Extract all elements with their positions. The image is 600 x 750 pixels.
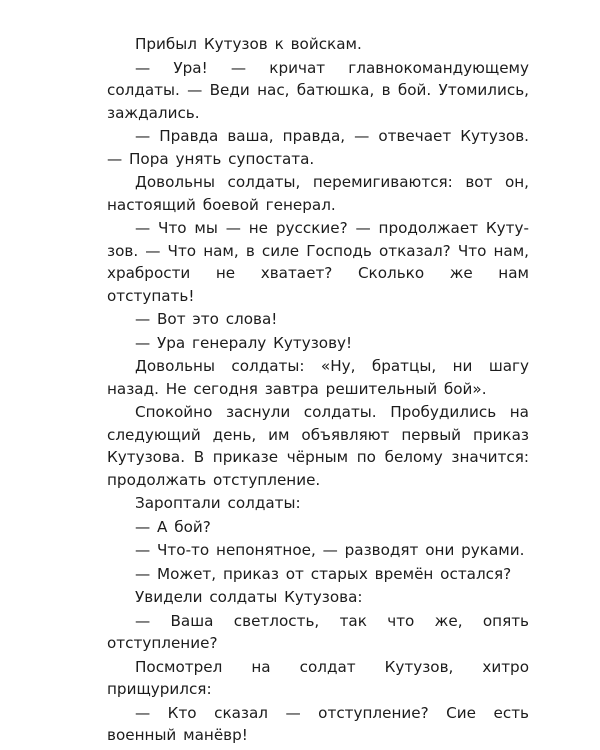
- paragraph-6: — Вот это слова!: [135, 310, 278, 328]
- paragraph-2: — Ура! — кричат главнокомандующему солдаты. — Веди нас, батюшка, в бой. Утомились, заждались.: [107, 58, 529, 122]
- paragraph-4: Довольны солдаты, перемигиваются: вот он, настоящий боевой генерал.: [107, 173, 529, 214]
- paragraph-9: Спокойно заснули солдаты. Пробудились на следующий день, им объявляют первый приказ Кутузова. В приказе чёрным по белому значится: продолжать отступление.: [107, 403, 529, 489]
- paragraph-16: Посмотрел на солдат Кутузов, хитро прищурился:: [107, 657, 529, 698]
- paragraph-14: Увидели солдаты Кутузова:: [135, 588, 363, 606]
- page-text: [107, 33, 529, 748]
- paragraph-5: — Что мы — не русские? — продолжает Кутузов. — Что нам, в силе Господь отказал? Что нам, храбрости не хватает? Сколько же нам отступать!: [107, 219, 529, 305]
- paragraph-10: Зароптали солдаты:: [135, 494, 301, 512]
- paragraph-1: Прибыл Кутузов к войскам.: [135, 35, 362, 53]
- paragraph-11: — А бой?: [135, 517, 211, 536]
- paragraph-8: Довольны солдаты: «Ну, братцы, ни шагу назад. Не сегодня завтра решительный бой».: [107, 357, 529, 398]
- paragraph-15: — Ваша светлость, так что же, опять отступление?: [107, 611, 529, 652]
- paragraph-3: — Правда ваша, правда, — отвечает Кутузов. — Пора унять супостата.: [107, 127, 529, 168]
- paragraph-7: — Ура генералу Кутузову!: [135, 333, 353, 352]
- paragraph-17: — Кто сказал — отступление? Сие есть военный манёвр!: [107, 703, 529, 744]
- paragraph-12: — Что-то непонятное, — разводят они руками.: [135, 541, 525, 559]
- paragraph-13: — Может, приказ от старых времён остался?: [135, 564, 512, 583]
